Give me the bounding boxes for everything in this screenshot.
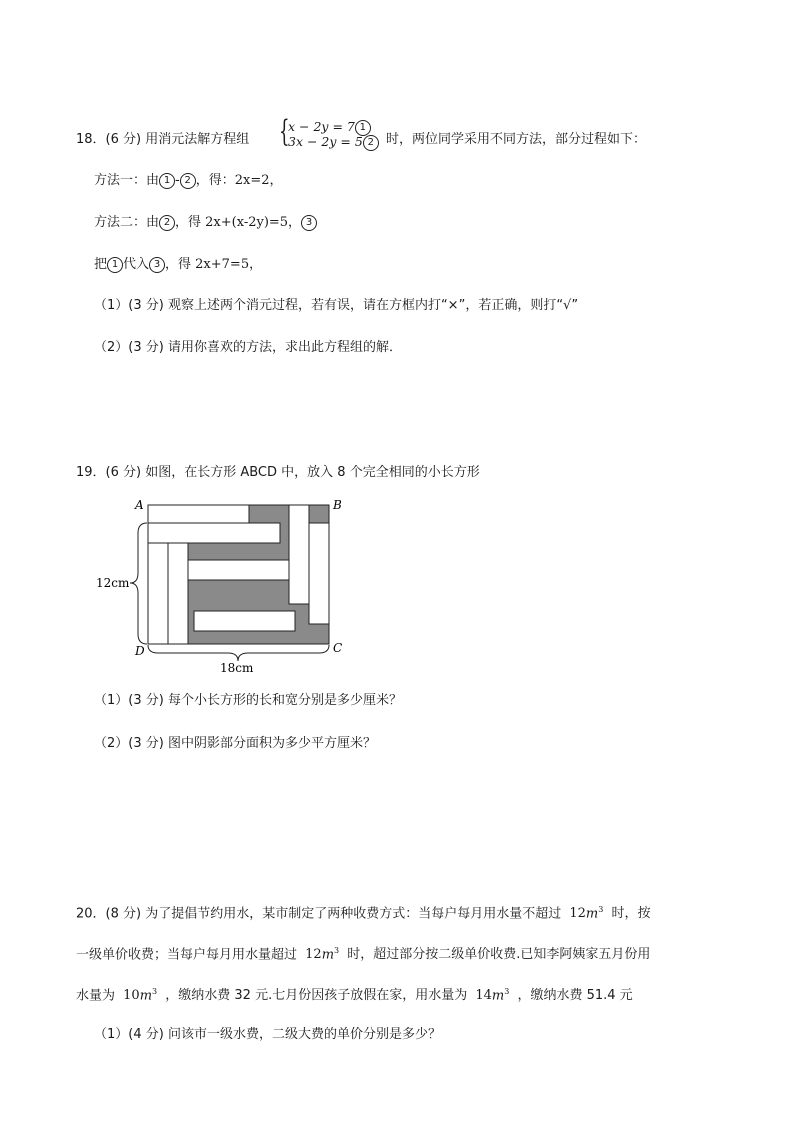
q20-line2 <box>76 942 650 964</box>
q20-line2-unit: m <box>321 947 335 963</box>
q18-sub-circ2: 3 <box>149 257 165 273</box>
q20-line1-value: 12 <box>569 906 586 922</box>
q19-figure <box>90 495 360 680</box>
q20-line3-value2: 14 <box>475 988 492 1004</box>
q20-line3-unit2-exp: 3 <box>504 987 510 996</box>
q18-eq1: x − 2y = 7 <box>288 119 355 134</box>
q20-part1: （1）(4 分) 问该市一级水费，二级大费的单价分别是多少？ <box>94 1027 441 1042</box>
q18-part2: （2）(3 分) 请用你喜欢的方法，求出此方程组的解． <box>94 340 402 355</box>
q18-sub-circ1: 1 <box>107 257 123 273</box>
q18-sub-text-b: 代入 <box>123 257 150 272</box>
small-rect-4 <box>168 543 188 644</box>
q18-method2-circ2: 3 <box>301 215 317 231</box>
q18-sub-text-d: ，得 2x+7=5， <box>165 257 263 272</box>
label-height: 12cm <box>96 576 130 590</box>
small-rect-1 <box>148 505 249 523</box>
q18-eq2: 3x − 2y = 5 <box>288 134 363 149</box>
q18-method2-circ1: 2 <box>159 215 175 231</box>
q20-line3-text-b: ，缴纳水费 32 元.七月份因孩子放假在家，用水量为 <box>165 988 468 1004</box>
height-brace-icon <box>130 523 147 644</box>
q19-stem: 19．(6 分) 如图，在长方形 ABCD 中，放入 8 个完全相同的小长方形 <box>76 465 480 480</box>
q20-line2-text-a: 一级单价收费；当每户每月用水量超过 <box>76 947 298 963</box>
label-b: B <box>333 498 342 512</box>
q18-method1-text-d: ，得：2x=2， <box>195 173 283 188</box>
q20-line1 <box>76 901 651 923</box>
q18-method1-minus: - <box>175 173 180 188</box>
label-a: A <box>135 498 144 512</box>
q18-sub-text-a: 把 <box>94 257 108 272</box>
small-rect-7 <box>309 523 329 624</box>
q18-method2-text-a: 方法二：由 <box>94 215 160 230</box>
q18-stem-suffix: 时，两位同学采用不同方法，部分过程如下： <box>386 132 647 147</box>
q18-method1 <box>94 172 283 190</box>
q20-line1-unit: m <box>585 906 599 922</box>
label-d: D <box>135 644 145 658</box>
q18-method2-text-b: ，得 2x+(x-2y)=5， <box>175 215 302 230</box>
q18-method2 <box>94 214 317 232</box>
q18-method1-circ1: 1 <box>159 173 175 189</box>
q18-stem-prefix: 18．(6 分) 用消元法解方程组 <box>76 132 250 147</box>
q20-line1-unit-exp: 3 <box>598 905 604 914</box>
q20-line2-unit-exp: 3 <box>334 946 340 955</box>
left-brace-icon: { <box>279 114 290 149</box>
q18-eq2-tag: 2 <box>363 135 379 151</box>
small-rect-3 <box>148 543 168 644</box>
q18-method1-circ2: 2 <box>180 173 196 189</box>
small-rect-8 <box>194 611 295 631</box>
q20-line3-unit1-exp: 3 <box>152 987 158 996</box>
q20-line1-text-b: 时，按 <box>611 906 651 922</box>
q18-method1-text-a: 方法一：由 <box>94 173 160 188</box>
label-c: C <box>333 641 343 655</box>
q19-part2: （2）(3 分) 图中阴影部分面积为多少平方厘米？ <box>94 736 376 751</box>
q20-line2-text-b: 时，超过部分按二级单价收费.已知李阿姨家五月份用 <box>347 947 651 963</box>
q18-part1: （1）(3 分) 观察上述两个消元过程，若有误，请在方框内打“×”，若正确，则打“√” <box>94 298 579 313</box>
q20-line3-text-a: 水量为 <box>76 988 116 1004</box>
q20-line3-unit2: m <box>491 988 505 1004</box>
small-rect-6 <box>289 505 309 604</box>
q18-equation-system <box>279 114 379 151</box>
small-rect-5 <box>188 560 289 580</box>
label-width: 18cm <box>220 661 254 675</box>
q19-part1: （1）(3 分) 每个小长方形的长和宽分别是多少厘米？ <box>94 693 402 708</box>
q20-line3-value1: 10 <box>123 988 140 1004</box>
q18-substitution <box>94 256 262 274</box>
q20-line1-text-a: 20．(8 分) 为了提倡节约用水，某市制定了两种收费方式：当每户每月用水量不超过 <box>76 906 562 922</box>
q20-line3-text-c: ，缴纳水费 51.4 元 <box>517 988 633 1004</box>
q18-eq1-tag: 1 <box>355 120 371 136</box>
q20-line3 <box>76 983 633 1005</box>
q20-line2-value: 12 <box>305 947 322 963</box>
width-brace-icon <box>148 645 329 661</box>
small-rect-2 <box>148 523 280 543</box>
q20-line3-unit1: m <box>139 988 153 1004</box>
